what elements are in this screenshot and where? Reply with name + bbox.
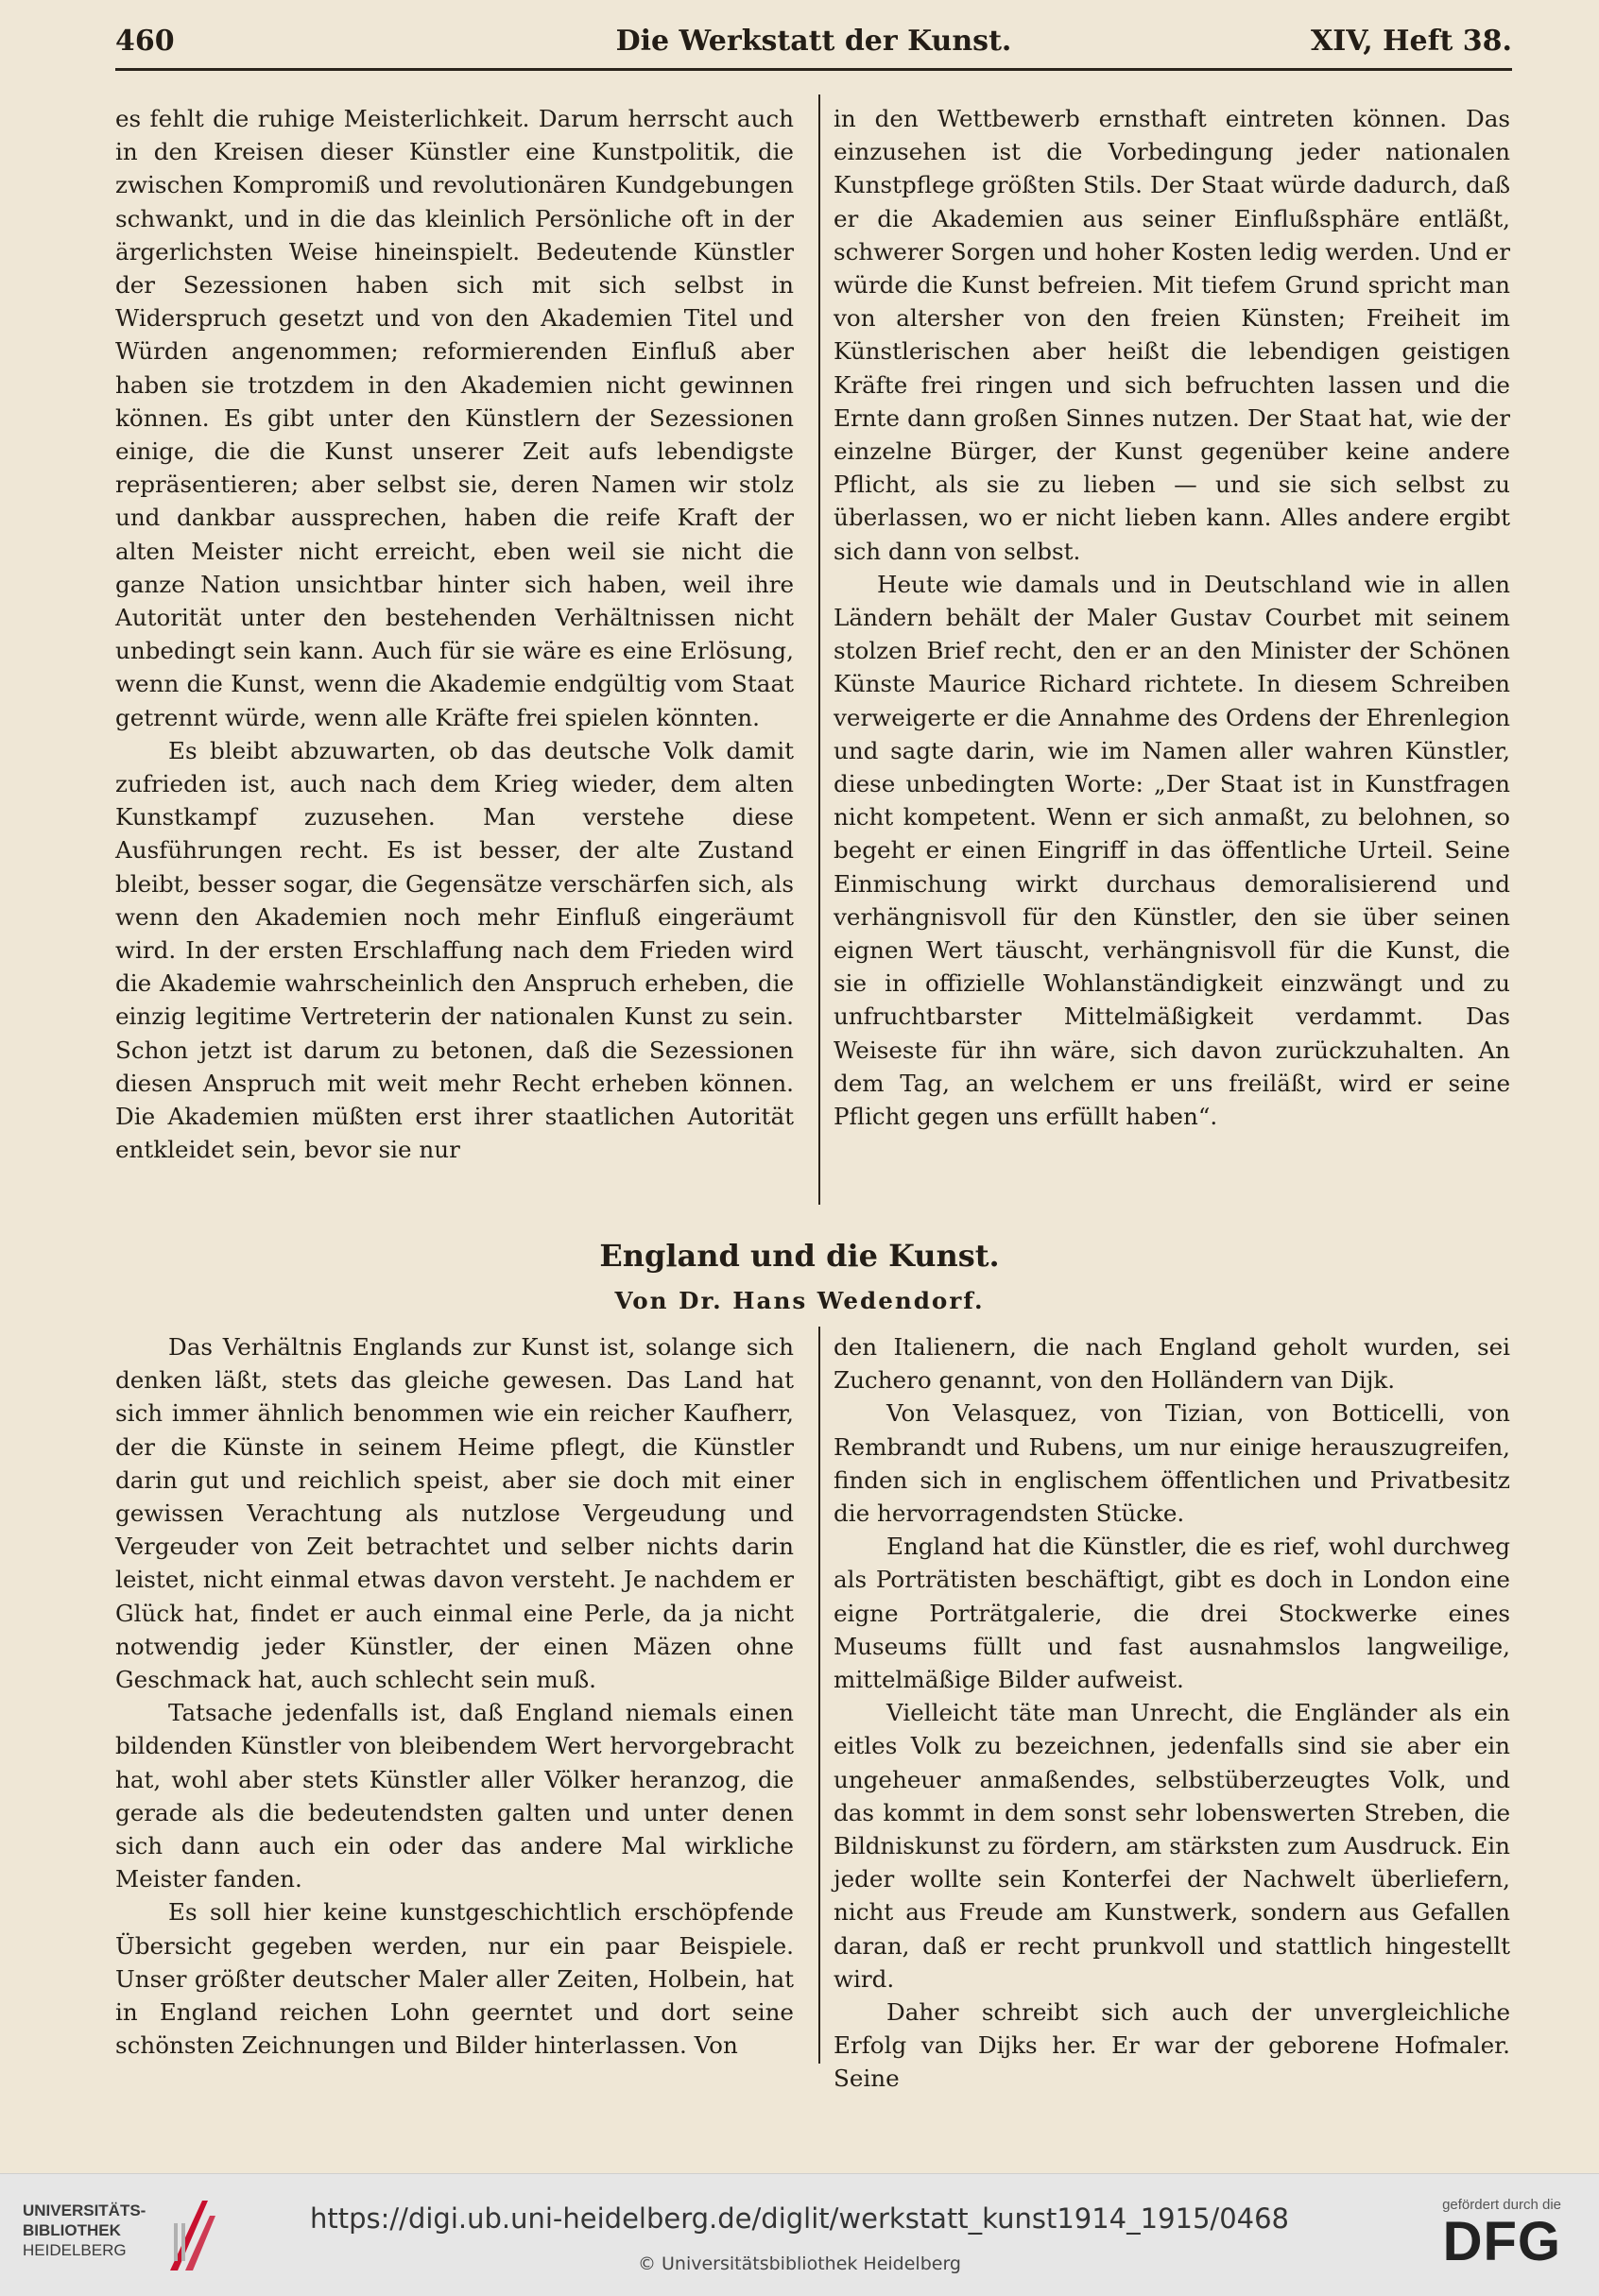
- dfg-logo: DFG: [1442, 2211, 1561, 2272]
- header-rule: [115, 68, 1512, 71]
- column-rule: [818, 1327, 820, 2064]
- permalink-url[interactable]: https://digi.ub.uni-heidelberg.de/diglit/werkstatt_kunst1914_1915/0468: [310, 2202, 1289, 2235]
- article-byline: Von Dr. Hans Wedendorf.: [614, 1287, 985, 1314]
- library-name: UNIVERSITÄTS- BIBLIOTHEK HEIDELBERG: [23, 2202, 146, 2259]
- paragraph: den Italienern, die nach England geholt wurden, sei Zuchero genannt, von den Holländern van Dijk.: [834, 1333, 1510, 1395]
- paragraph: Es soll hier keine kunstgeschichtlich erschöpfende Übersicht gegeben werden, nur ein paar Beispiele. Unser größter deutscher Maler aller Zeiten, Holbein, hat in England reichen Lohn geerntet und dort seine schönsten Zeichnungen und Bilder hinterlassen. Von: [115, 1898, 794, 2060]
- paragraph: Das Verhältnis Englands zur Kunst ist, solange sich denken läßt, stets das gleiche gewesen. Das Land hat sich immer ähnlich benommen wie ein reicher Kaufherr, der die Künste in seinem Heime pflegt, die Künstler darin gut und reichlich speist, aber sie doch mit einer gewissen Verachtung als nutzlose Vergeudung und Vergeuder von Zeit betrachtet und selber nichts darin leistet, nicht einmal etwas davon versteht. Je nachdem er Glück hat, findet er auch einmal eine Perle, da ja nicht notwendig jeder Künstler, der einen Mäzen ohne Geschmack hat, auch schlecht sein muß.: [115, 1333, 794, 1694]
- page-number: 460: [115, 25, 175, 58]
- lower-left-column: [115, 1330, 794, 2062]
- paragraph: Vielleicht täte man Unrecht, die Engländer als ein eitles Volk zu bezeichnen, jedenfalls sind sie aber ein ungeheuer anmaßendes, selbstüberzeugtes Volk, und das kommt in dem sonst sehr lobenswerten Streben, die Bildniskunst zu fördern, am stärksten zum Ausdruck. Ein jeder wollte sein Konterfei der Nachwelt überliefern, nicht aus Freude am Kunstwerk, sondern aus Gefallen daran, daß er recht prunkvoll und stattlich hingestellt wird.: [834, 1699, 1510, 1993]
- upper-left-column: [115, 102, 794, 1167]
- paragraph: Daher schreibt sich auch der unvergleichliche Erfolg van Dijks her. Er war der geborene Hofmaler. Seine: [834, 1998, 1510, 2093]
- column-rule: [818, 94, 820, 1205]
- page-header: [115, 21, 1512, 62]
- paragraph: Es bleibt abzuwarten, ob das deutsche Volk damit zufrieden ist, auch nach dem Krieg wieder, dem alten Kunstkampf zuzusehen. Man verstehe diese Ausführungen recht. Es ist besser, der alte Zustand bleibt, besser sogar, die Gegensätze verschärfen sich, als wenn den Akademien noch mehr Einfluß eingeräumt wird. In der ersten Erschlaffung nach dem Frieden wird die Akademie wahrscheinlich den Anspruch erheben, die einzig legitime Vertreterin der nationalen Kunst zu sein. Schon jetzt ist darum zu betonen, daß die Sezessionen diesen Anspruch mit weit mehr Recht erheben können. Die Akademien müßten erst ihrer staatlichen Autorität entkleidet sein, bevor sie nur: [115, 736, 794, 1164]
- paragraph: Tatsache jedenfalls ist, daß England niemals einen bildenden Künstler von bleibendem Wert hervorgebracht hat, wohl aber stets Künstler aller Völker heranzog, die gerade als die bedeutendsten galten und unter denen sich dann auch ein oder das andere Mal wirkliche Meister fanden.: [115, 1699, 794, 1893]
- issue-label: XIV, Heft 38.: [1310, 25, 1512, 58]
- paragraph: Heute wie damals und in Deutschland wie in allen Ländern behält der Maler Gustav Courbet mit seinem stolzen Brief recht, den er an den Minister der Schönen Künste Maurice Richard richtete. In diesem Schreiben verweigerte er die Annahme des Ordens der Ehrenlegion und sagte darin, wie im Namen aller wahren Künstler, diese unbedingten Worte: „Der Staat ist in Kunstfragen nicht kompetent. Wenn er sich anmaßt, zu belohnen, so begeht er einen Eingriff in das öffentliche Urteil. Seine Einmischung wirkt durchaus demoralisierend und verhängnisvoll für den Künstler, den sie über seinen eignen Wert täuscht, verhängnisvoll für die Kunst, die sie in offizielle Wohlanständigkeit einzwängt und zu unfruchtbarster Mittelmäßigkeit verdammt. Das Weiseste für ihn wäre, sich davon zurückzuhalten. An dem Tag, an welchem er uns freiläßt, wird er seine Pflicht gegen uns erfüllt haben“.: [834, 570, 1510, 1131]
- funder-note: gefördert durch die: [1442, 2197, 1561, 2213]
- copyright-notice: © Universitätsbibliothek Heidelberg: [637, 2253, 961, 2274]
- paragraph: in den Wettbewerb ernsthaft eintreten können. Das einzusehen ist die Vorbedingung jeder nationalen Kunstpflege größten Stils. Der Staat würde dadurch, daß er die Akademien aus seiner Einflußsphäre entläßt, schwerer Sorgen und hoher Kosten ledig werden. Und er würde die Kunst befreien. Mit tiefem Grund spricht man von altersher von den freien Künsten; Freiheit im Künstlerischen aber heißt die lebendigen geistigen Kräfte frei ringen und sich befruchten lassen und die Ernte dann großen Sinnes nutzen. Der Staat hat, wie der einzelne Bürger, der Kunst gegenüber keine andere Pflicht, als sie zu lieben — und sie sich selbst zu überlassen, wo er nicht lieben kann. Alles andere ergibt sich dann von selbst.: [834, 105, 1510, 565]
- paragraph: es fehlt die ruhige Meisterlichkeit. Darum herrscht auch in den Kreisen dieser Künstler eine Kunstpolitik, die zwischen Kompromiß und revolutionären Kundgebungen schwankt, und in die das kleinlich Persönliche oft in der ärgerlichsten Weise hineinspielt. Bedeutende Künstler der Sezessionen haben sich mit sich selbst in Widerspruch gesetzt und von den Akademien Titel und Würden angenommen; reformierenden Einfluß aber haben sie trotzdem in den Akademien nicht gewinnen können. Es gibt unter den Künstlern der Sezessionen einige, die die Kunst unserer Zeit aufs lebendigste repräsentieren; aber selbst sie, deren Namen wir stolz und dankbar aussprechen, haben die reife Kraft der alten Meister nicht erreicht, eben weil sie nicht die ganze Nation unsichtbar hinter sich haben, weil ihre Autorität unter den bestehenden Verhältnissen nicht unbedingt sein kann. Auch für sie wäre es eine Erlösung, wenn die Kunst, wenn die Akademie endgültig vom Staat getrennt würde, wenn alle Kräfte frei spielen könnten.: [115, 105, 794, 731]
- lower-right-column: [834, 1330, 1510, 2096]
- viewer-footer: [0, 2173, 1599, 2296]
- journal-title: Die Werkstatt der Kunst.: [615, 25, 1012, 58]
- funder-logo-link[interactable]: [1410, 2197, 1561, 2282]
- upper-right-column: [834, 102, 1510, 1133]
- paragraph: Von Velasquez, von Tizian, von Botticelli, von Rembrandt und Rubens, um nur einige herauszugreifen, finden sich in englischem öffentlichen und Privatbesitz die hervorragendsten Stücke.: [834, 1399, 1510, 1528]
- article-title: England und die Kunst.: [599, 1238, 1000, 1274]
- paragraph: England hat die Künstler, die es rief, wohl durchweg als Porträtisten beschäftigt, gibt es doch in London eine eigne Porträtgalerie, die drei Stockwerke eines Museums füllt und fast ausnahmslos langweilige, mittelmäßige Bilder aufweist.: [834, 1533, 1510, 1694]
